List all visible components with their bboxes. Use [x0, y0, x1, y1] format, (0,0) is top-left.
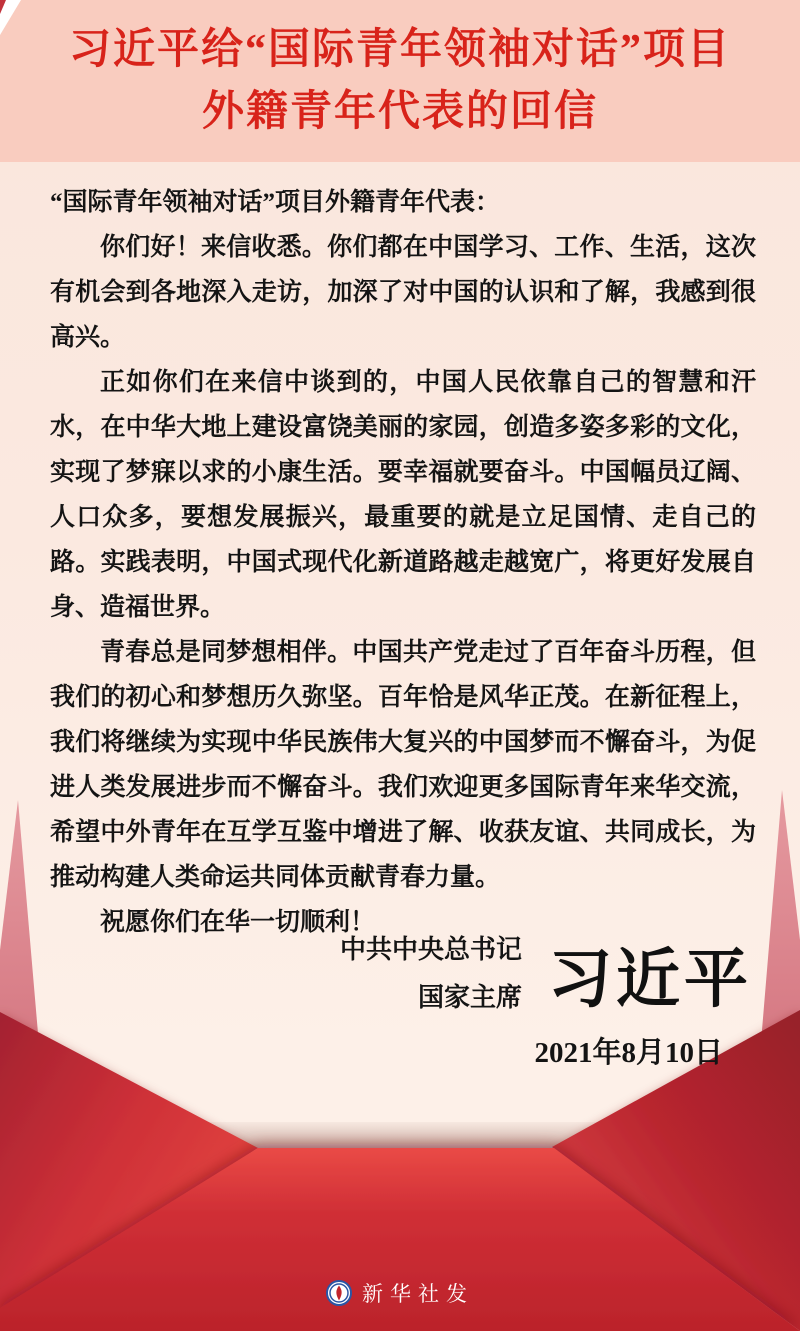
signature-date: 2021年8月10日	[534, 1037, 723, 1069]
letter-paragraph-1: 你们好！来信收悉。你们都在中国学习、工作、生活，这次有机会到各地深入走访，加深了对中国的认识和了解，我感到很高兴。	[50, 234, 756, 351]
signature-name: 习近平	[548, 944, 752, 1015]
letter-paragraph-3: 青春总是同梦想相伴。中国共产党走过了百年奋斗历程，但我们的初心和梦想历久弥坚。百年恰是风华正茂。在新征程上，我们将继续为实现中华民族伟大复兴的中国梦而不懈奋斗，为促进人类发展进步而不懈奋斗。我们欢迎更多国际青年来华交流，希望中外青年在互学互鉴中增进了解、收获友谊、共同成长，为推动构建人类命运共同体贡献青春力量。	[50, 639, 756, 891]
signature-title-line2: 国家主席	[417, 983, 522, 1012]
title-banner	[0, 0, 800, 162]
letter-salutation: “国际青年领袖对话”项目外籍青年代表：	[50, 189, 501, 216]
credit-line	[0, 1278, 800, 1308]
credit-text: 新华社发	[362, 1282, 474, 1306]
xinhua-logo-icon	[326, 1280, 352, 1306]
poster-title-line2: 外籍青年代表的回信	[201, 89, 598, 135]
letter-body	[50, 180, 756, 945]
signature-titles	[340, 926, 522, 1022]
letter-paragraph-2: 正如你们在来信中谈到的，中国人民依靠自己的智慧和汗水，在中华大地上建设富饶美丽的家园，创造多姿多彩的文化，实现了梦寐以求的小康生活。要幸福就要奋斗。中国幅员辽阔、人口众多，要想发展振兴，最重要的就是立足国情、走自己的路。实践表明，中国式现代化新道路越走越宽广，将更好发展自身、造福世界。	[50, 369, 756, 621]
poster-title-line1: 习近平给“国际青年领袖对话”项目	[68, 27, 731, 73]
paper-fold-corner	[0, 0, 30, 45]
signature-title-line1: 中共中央总书记	[339, 935, 522, 964]
letter-paragraph-4: 祝愿你们在华一切顺利！	[100, 909, 376, 936]
